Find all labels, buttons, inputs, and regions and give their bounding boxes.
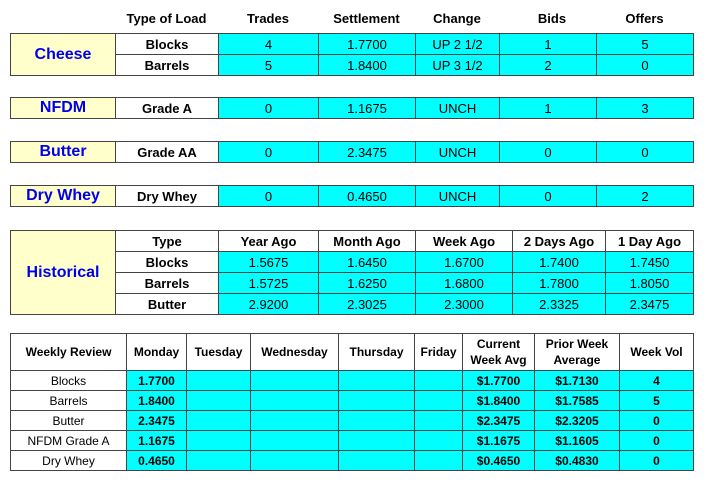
whey-type: Dry Whey [116,186,219,207]
hist-cell: 1.8050 [606,273,694,294]
nfdm-trades: 0 [219,98,319,119]
weekly-header-label: Weekly Review [11,334,127,371]
weekly-cell: 0 [620,451,694,471]
whey-offers: 2 [597,186,694,207]
hist-header-1-day-ago: 1 Day Ago [606,231,694,252]
weekly-row-label: Dry Whey [11,451,127,471]
weekly-cell: $2.3205 [535,411,620,431]
cheese-barrels-trades: 5 [219,55,319,76]
hist-cell: 1.6450 [319,252,416,273]
nfdm-label: NFDM [11,98,116,119]
cheese-barrels-settlement: 1.8400 [319,55,416,76]
weekly-cell: $1.1605 [535,431,620,451]
weekly-cell [415,391,463,411]
weekly-cell [251,411,339,431]
hist-cell: 1.6250 [319,273,416,294]
hist-cell: 1.6800 [416,273,513,294]
weekly-cell: 4 [620,371,694,391]
weekly-cell: 1.7700 [127,371,187,391]
header-bids: Bids [537,11,567,26]
weekly-cell [251,371,339,391]
cheese-barrels-type: Barrels [116,55,219,76]
cheese-table [10,33,694,76]
hist-cell: 1.7450 [606,252,694,273]
weekly-cell [415,451,463,471]
hist-cell: 2.3000 [416,294,513,315]
cheese-blocks-offers: 5 [597,34,694,55]
weekly-cell: $1.7130 [535,371,620,391]
butter-change: UNCH [416,142,500,163]
weekly-row-label: Barrels [11,391,127,411]
historical-table [10,230,694,315]
whey-trades: 0 [219,186,319,207]
weekly-cell: 1.1675 [127,431,187,451]
hist-header-year-ago: Year Ago [219,231,319,252]
hist-header-2-days-ago: 2 Days Ago [513,231,606,252]
weekly-cell [187,391,251,411]
header-type-of-load: Type of Load [126,11,207,26]
weekly-cell [251,431,339,451]
header-offers: Offers [625,11,664,26]
weekly-cell: $0.4650 [463,451,535,471]
whey-bids: 0 [500,186,597,207]
weekly-header-monday: Monday [127,334,187,371]
weekly-review-table [10,333,694,471]
weekly-cell: $1.8400 [463,391,535,411]
weekly-row-label: Butter [11,411,127,431]
weekly-row-label: NFDM Grade A [11,431,127,451]
hist-row-label: Butter [116,294,219,315]
butter-offers: 0 [597,142,694,163]
whey-table [10,185,694,207]
cheese-barrels-offers: 0 [597,55,694,76]
hist-cell: 2.3025 [319,294,416,315]
weekly-cell [187,411,251,431]
cheese-barrels-change: UP 3 1/2 [416,55,500,76]
weekly-header-tuesday: Tuesday [187,334,251,371]
weekly-header-thursday: Thursday [339,334,415,371]
butter-type: Grade AA [116,142,219,163]
weekly-cell [339,451,415,471]
weekly-cell [415,371,463,391]
header-trades: Trades [247,11,289,26]
weekly-cell [187,371,251,391]
weekly-cell [339,411,415,431]
weekly-cell: 0.4650 [127,451,187,471]
nfdm-offers: 3 [597,98,694,119]
weekly-header-prior-week-average: Prior Week Average [535,334,620,371]
weekly-row-label: Blocks [11,371,127,391]
hist-cell: 1.7400 [513,252,606,273]
hist-cell: 1.5725 [219,273,319,294]
weekly-cell: 0 [620,411,694,431]
header-settlement: Settlement [333,11,400,26]
hist-header-week-ago: Week Ago [416,231,513,252]
weekly-cell: 5 [620,391,694,411]
nfdm-change: UNCH [416,98,500,119]
cheese-blocks-trades: 4 [219,34,319,55]
weekly-cell [339,391,415,411]
nfdm-bids: 1 [500,98,597,119]
cheese-blocks-bids: 1 [500,34,597,55]
weekly-cell [415,431,463,451]
hist-header-type: Type [116,231,219,252]
weekly-cell: $0.4830 [535,451,620,471]
butter-trades: 0 [219,142,319,163]
weekly-cell [187,451,251,471]
cheese-blocks-type: Blocks [116,34,219,55]
weekly-cell: 1.8400 [127,391,187,411]
weekly-cell [251,451,339,471]
cheese-barrels-bids: 2 [500,55,597,76]
cheese-blocks-change: UP 2 1/2 [416,34,500,55]
hist-cell: 2.9200 [219,294,319,315]
historical-label: Historical [11,231,116,315]
weekly-header-wednesday: Wednesday [251,334,339,371]
weekly-cell [339,371,415,391]
hist-cell: 2.3475 [606,294,694,315]
weekly-cell: $1.1675 [463,431,535,451]
cheese-blocks-settlement: 1.7700 [319,34,416,55]
butter-table [10,141,694,163]
butter-settlement: 2.3475 [319,142,416,163]
hist-row-label: Barrels [116,273,219,294]
weekly-cell: 0 [620,431,694,451]
hist-row-label: Blocks [116,252,219,273]
hist-cell: 1.7800 [513,273,606,294]
nfdm-settlement: 1.1675 [319,98,416,119]
whey-label: Dry Whey [11,186,116,207]
nfdm-table [10,97,694,119]
weekly-cell [187,431,251,451]
butter-label: Butter [11,142,116,163]
weekly-header-week-vol: Week Vol [620,334,694,371]
whey-settlement: 0.4650 [319,186,416,207]
hist-cell: 2.3325 [513,294,606,315]
weekly-cell: $1.7700 [463,371,535,391]
weekly-header-current-week-avg: Current Week Avg [463,334,535,371]
butter-bids: 0 [500,142,597,163]
weekly-cell [251,391,339,411]
weekly-cell [415,411,463,431]
nfdm-type: Grade A [116,98,219,119]
cheese-label: Cheese [11,34,116,76]
weekly-cell [339,431,415,451]
weekly-cell: 2.3475 [127,411,187,431]
weekly-cell: $2.3475 [463,411,535,431]
weekly-header-friday: Friday [415,334,463,371]
hist-header-month-ago: Month Ago [319,231,416,252]
weekly-cell: $1.7585 [535,391,620,411]
whey-change: UNCH [416,186,500,207]
header-change: Change [433,11,481,26]
hist-cell: 1.5675 [219,252,319,273]
hist-cell: 1.6700 [416,252,513,273]
